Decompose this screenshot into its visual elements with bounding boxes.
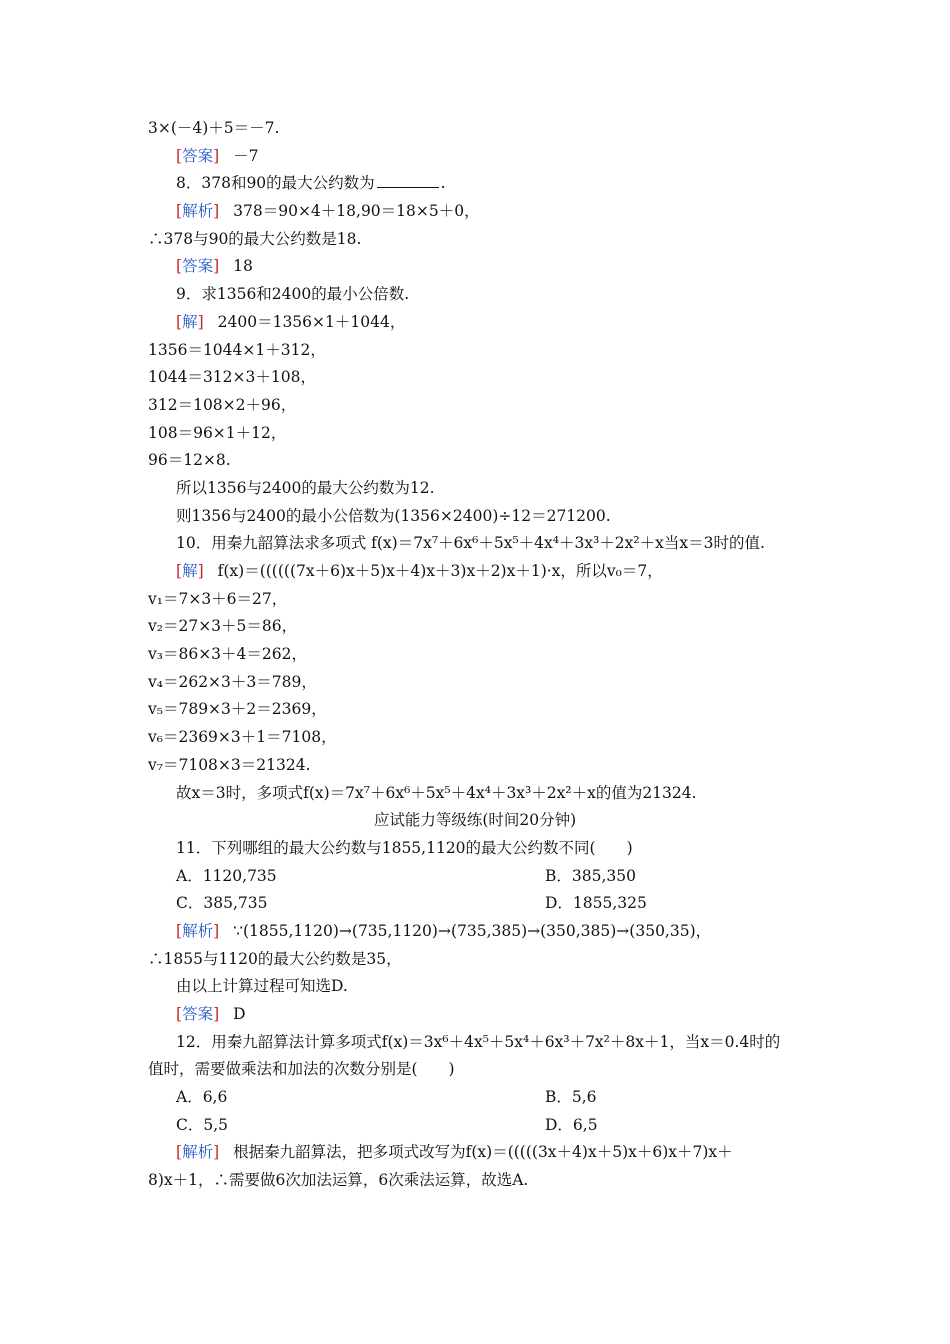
solution-line: [解] 2400＝1356×1＋1044， (176, 312, 406, 331)
text-line: ∴1855与1120的最大公约数是35， (148, 949, 402, 968)
text-line: 3×(－4)＋5＝－7. (148, 119, 280, 137)
text-line: 1356＝1044×1＋312， (148, 340, 326, 359)
answer-line: [答案] D (176, 1005, 246, 1023)
section-heading: 应试能力等级练(时间20分钟) (373, 811, 577, 830)
question-10: 10．用秦九韶算法求多项式 f(x)＝7x⁷＋6x⁶＋5x⁵＋4x⁴＋3x³＋2x²＋x当x＝3时的值. (176, 534, 765, 553)
solution-tag: [解] (176, 562, 204, 580)
text-line: v₁＝7×3＋6＝27， (148, 589, 288, 608)
option-a: A．6,6 (176, 1088, 228, 1107)
text-line: ∴378与90的最大公约数是18. (148, 229, 362, 248)
text-line: v₄＝262×3＋3＝789， (148, 672, 317, 691)
answer-line: [答案] 18 (176, 257, 253, 276)
text-line: 所以1356与2400的最大公约数为12. (176, 478, 435, 497)
text-line: 8)x＋1，∴需要做6次加法运算，6次乘法运算，故选A. (148, 1171, 529, 1190)
solution-line: [解] f(x)＝((((((7x＋6)x＋5)x＋4)x＋3)x＋2)x＋1)·x，所以v₀＝7， (176, 562, 663, 580)
text-line: v₅＝789×3＋2＝2369， (148, 700, 327, 719)
answer-tag: [答案] (176, 257, 220, 276)
analysis-tag: [解析] (176, 921, 220, 940)
options-row (0, 1112, 950, 1140)
text-line: 96＝12×8. (148, 451, 231, 470)
text-line: 则1356与2400的最小公倍数为(1356×2400)÷12＝271200. (176, 506, 611, 525)
option-d: D．1855,325 (545, 894, 647, 913)
text-line: 故x＝3时，多项式f(x)＝7x⁷＋6x⁶＋5x⁵＋4x⁴＋3x³＋2x²＋x的值为21324. (176, 783, 697, 802)
question-9: 9．求1356和2400的最小公倍数. (176, 285, 410, 304)
options-row (0, 1084, 950, 1112)
text-line: 值时，需要做乘法和加法的次数分别是( ) (148, 1060, 455, 1079)
analysis-line: [解析] ∵(1855,1120)→(735,1120)→(735,385)→(350,385)→(350,35)， (176, 921, 712, 940)
solution-tag: [解] (176, 312, 204, 331)
text-line: 312＝108×2＋96， (148, 395, 297, 414)
answer-line: [答案] －7 (176, 146, 259, 165)
text-line: v₆＝2369×3＋1＝7108， (148, 728, 337, 747)
fill-blank (377, 172, 439, 188)
question-8: 8．378和90的最大公约数为 . (176, 174, 446, 193)
text-line: 由以上计算过程可知选D. (176, 977, 348, 996)
options-row (0, 890, 950, 918)
option-b: B．385,350 (545, 866, 636, 885)
text-line: 1044＝312×3＋108， (148, 368, 316, 387)
text-line: v₃＝86×3＋4＝262， (148, 645, 307, 664)
analysis-tag: [解析] (176, 1143, 220, 1162)
analysis-line: [解析] 根据秦九韶算法，把多项式改写为f(x)＝(((((3x＋4)x＋5)x＋6)x＋7)x＋ (176, 1143, 733, 1162)
options-row (0, 863, 950, 891)
option-c: C．385,735 (176, 894, 268, 913)
answer-tag: [答案] (176, 1005, 220, 1023)
question-11: 11．下列哪组的最大公约数与1855,1120的最大公约数不同( ) (176, 838, 633, 857)
document-body (0, 115, 950, 1195)
option-d: D．6,5 (545, 1115, 598, 1134)
option-a: A．1120,735 (176, 866, 277, 885)
option-c: C．5,5 (176, 1115, 229, 1134)
text-line: v₂＝27×3＋5＝86， (148, 617, 298, 636)
text-line: 108＝96×1＋12， (148, 423, 287, 442)
option-b: B．5,6 (545, 1088, 597, 1107)
analysis-line: [解析] 378＝90×4＋18,90＝18×5＋0， (176, 202, 480, 221)
analysis-tag: [解析] (176, 202, 220, 221)
question-12: 12．用秦九韶算法计算多项式f(x)＝3x⁶＋4x⁵＋5x⁴＋6x³＋7x²＋8x＋1，当x＝0.4时的 (176, 1032, 781, 1051)
answer-tag: [答案] (176, 146, 220, 165)
text-line: v₇＝7108×3＝21324. (148, 755, 311, 774)
